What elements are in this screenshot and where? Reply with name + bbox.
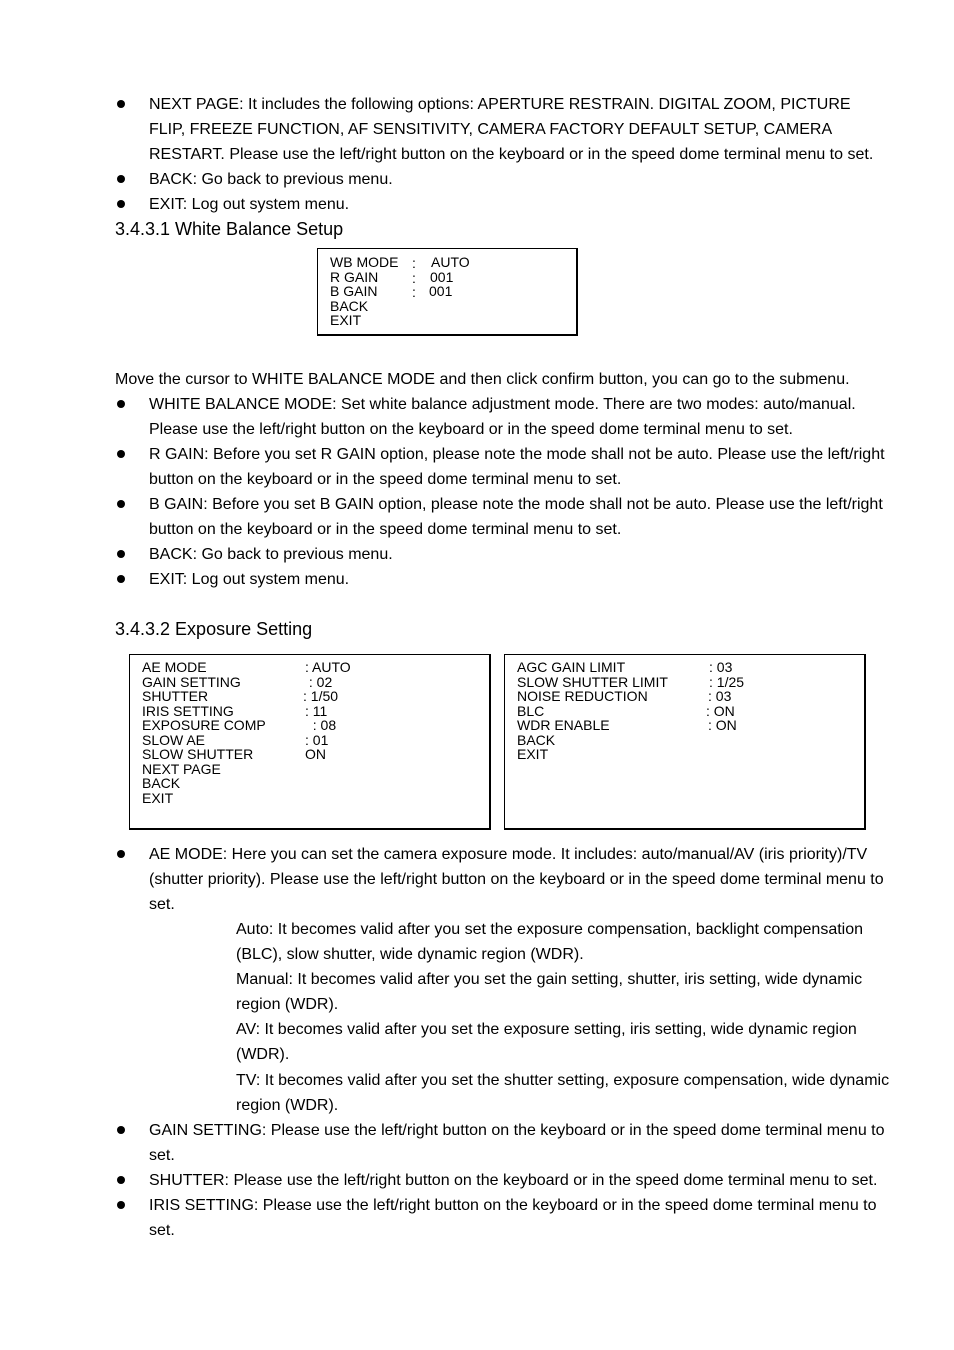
ae-sub-text: (WDR). [236, 1046, 290, 1063]
exposure-menu-label: AE MODE [142, 659, 207, 675]
bullet-dot [117, 200, 125, 208]
bullet-text: RESTART. Please use the left/right button on the keyboard or in the speed dome terminal menu to set. [149, 146, 874, 163]
wb-menu-sep: : [412, 255, 416, 271]
bullet-text: B GAIN: Before you set B GAIN option, please note the mode shall not be auto. Please use the left/right [149, 496, 883, 513]
exposure-menu-label: BACK [142, 775, 181, 791]
exposure-menu-value: : 03 [709, 659, 733, 675]
bullet-dot [117, 1201, 125, 1209]
exposure-menu-value: ON [305, 746, 326, 762]
bullet-text: (shutter priority). Please use the left/right button on the keyboard or in the speed dome terminal menu to [149, 871, 884, 888]
bullet-text: set. [149, 1222, 175, 1239]
bullet-text: EXIT: Log out system menu. [149, 196, 350, 213]
exposure-menu-value: : 01 [305, 731, 329, 748]
bullet-text: FLIP, FREEZE FUNCTION, AF SENSITIVITY, CAMERA FACTORY DEFAULT SETUP, CAMERA [149, 121, 833, 138]
exposure-menu-value: : 08 [305, 717, 337, 733]
ae-sub-text: Manual: It becomes valid after you set the gain setting, shutter, iris setting, wide dynamic [236, 971, 863, 988]
exposure-menu-page-2 [504, 654, 866, 830]
exposure-menu-label: EXIT [142, 789, 174, 806]
exposure-menu-label: SHUTTER [142, 688, 209, 704]
bullet-dot [117, 175, 125, 183]
exposure-menu-value: : 1/25 [709, 673, 745, 690]
exposure-menu-value: : 02 [305, 673, 333, 690]
wb-menu-value: 001 [430, 268, 454, 285]
exposure-menu-label: NEXT PAGE [142, 760, 221, 777]
bullet-text: IRIS SETTING: Please use the left/right button on the keyboard or in the speed dome terminal menu to [149, 1197, 877, 1214]
bullet-text: EXIT: Log out system menu. [149, 571, 350, 588]
exposure-menu-label: EXIT [517, 746, 549, 762]
wb-menu-label: EXIT [330, 312, 362, 328]
wb-menu-box [317, 248, 578, 336]
exposure-menu-label: SLOW SHUTTER [142, 746, 254, 762]
exposure-menu-value: : 11 [305, 702, 328, 719]
ae-sub-text: region (WDR). [236, 1097, 339, 1114]
bullet-dot [117, 100, 125, 108]
exposure-menu-label: GAIN SETTING [142, 673, 241, 690]
bullet-text: button on the keyboard or in the speed dome terminal menu to set. [149, 521, 622, 538]
ae-sub-text: AV: It becomes valid after you set the exposure setting, iris setting, wide dynamic region [236, 1021, 857, 1038]
ae-sub-text: TV: It becomes valid after you set the shutter setting, exposure compensation, wide dynamic [236, 1072, 890, 1089]
ae-sub-text: region (WDR). [236, 996, 339, 1013]
bullet-text: BACK: Go back to previous menu. [149, 171, 393, 188]
exposure-menu-label: BLC [517, 702, 545, 719]
wb-menu-label: B GAIN [330, 283, 378, 299]
wb-intro-text: Move the cursor to WHITE BALANCE MODE and then click confirm button, you can go to the submenu. [115, 371, 850, 388]
wb-menu-sep: : [412, 284, 416, 300]
bullet-text: AE MODE: Here you can set the camera exposure mode. It includes: auto/manual/AV (iris priority)/TV [149, 846, 868, 863]
exposure-menu-label: NOISE REDUCTION [517, 688, 648, 704]
wb-menu-label: WB MODE [330, 254, 399, 270]
bullet-text: set. [149, 896, 175, 913]
wb-menu-label: R GAIN [330, 268, 379, 285]
section-heading-white-balance: 3.4.3.1 White Balance Setup [115, 219, 344, 239]
exposure-menu-label: WDR ENABLE [517, 717, 610, 733]
bullet-text: NEXT PAGE: It includes the following options: APERTURE RESTRAIN. DIGITAL ZOOM, PICTURE [149, 96, 851, 113]
exposure-menu-label: IRIS SETTING [142, 702, 234, 719]
exposure-menu-value: : 1/50 [303, 688, 339, 704]
bullet-dot [117, 1126, 125, 1134]
exposure-menu-label: BACK [517, 731, 556, 748]
bullet-text: WHITE BALANCE MODE: Set white balance adjustment mode. There are two modes: auto/manual. [149, 396, 856, 413]
ae-sub-text: (BLC), slow shutter, wide dynamic region (WDR). [236, 946, 584, 963]
ae-sub-text: Auto: It becomes valid after you set the exposure compensation, backlight compensation [236, 921, 864, 938]
exposure-menu-value: : ON [708, 717, 737, 733]
exposure-menu-label: EXPOSURE COMP [142, 717, 266, 733]
bullet-dot [117, 450, 125, 458]
bullet-dot [117, 550, 125, 558]
bullet-text: Please use the left/right button on the keyboard or in the speed dome terminal menu to set. [149, 421, 793, 438]
bullet-dot [117, 575, 125, 583]
wb-menu-label: BACK [330, 297, 369, 314]
wb-menu-value: 001 [429, 283, 453, 299]
section-heading-exposure: 3.4.3.2 Exposure Setting [115, 619, 313, 639]
bullet-text: set. [149, 1147, 175, 1164]
bullet-text: button on the keyboard or in the speed dome terminal menu to set. [149, 471, 622, 488]
bullet-text: R GAIN: Before you set R GAIN option, please note the mode shall not be auto. Please use the left/right [149, 446, 885, 463]
exposure-menu-label: SLOW SHUTTER LIMIT [517, 673, 668, 690]
wb-menu-value: AUTO [431, 254, 470, 270]
bullet-dot [117, 1176, 125, 1184]
wb-menu-sep: : [412, 269, 416, 286]
exposure-menu-label: AGC GAIN LIMIT [517, 659, 626, 675]
bullet-dot [117, 850, 125, 858]
exposure-menu-value: : AUTO [305, 659, 351, 675]
bullet-dot [117, 400, 125, 408]
bullet-text: SHUTTER: Please use the left/right button on the keyboard or in the speed dome terminal menu to set. [149, 1172, 878, 1189]
exposure-menu-page-1 [129, 654, 491, 830]
exposure-menu-value: : 03 [708, 688, 732, 704]
exposure-menu-value: : ON [706, 702, 735, 719]
bullet-dot [117, 500, 125, 508]
bullet-text: BACK: Go back to previous menu. [149, 546, 393, 563]
bullet-text: GAIN SETTING: Please use the left/right button on the keyboard or in the speed dome terminal menu to [149, 1122, 885, 1139]
exposure-menu-label: SLOW AE [142, 731, 206, 748]
